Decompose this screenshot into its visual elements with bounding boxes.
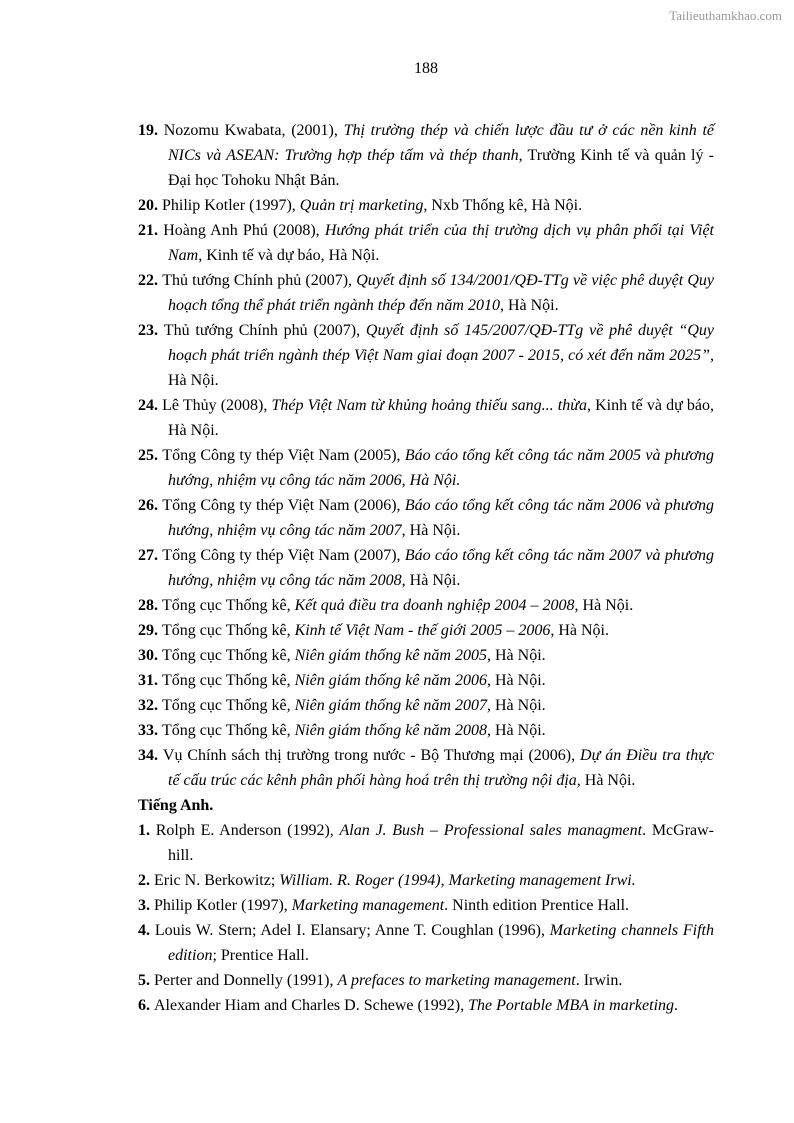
reference-text: Hà Nội. [168,372,219,389]
reference-item [138,993,714,1018]
reference-title: Niên giám thống kê năm 2005 [294,647,487,664]
reference-text: ; Prentice Hall. [212,947,309,964]
reference-text: , Hà Nội. [486,697,546,714]
reference-title: Dự án Điều tra thực tế cấu trúc các kênh phân phối hàng hoá trên thị trường nội địa, [168,747,715,789]
reference-text: . McGraw-hill. [168,822,715,864]
reference-item [138,318,714,393]
reference-title: Báo cáo tổng kết công tác năm 2007 và phương hướng, nhiệm vụ công tác năm 2008 [168,547,715,589]
reference-number: 20. [138,197,162,214]
reference-number: 23. [138,322,164,339]
reference-title: The Portable MBA in marketing [468,997,675,1014]
reference-text: Tổng cục Thống kê, [162,722,295,739]
reference-item [138,218,714,268]
reference-text: , Hà Nội. [486,647,546,664]
reference-item [138,393,714,443]
references-vietnamese-list [138,118,714,793]
reference-title: A prefaces to marketing management [337,972,576,989]
reference-text: Thủ tướng Chính phủ (2007), [163,322,366,339]
reference-item [138,693,714,718]
reference-text: Tổng Công ty thép Việt Nam (2005), [162,447,405,464]
reference-item [138,118,714,193]
reference-number: 30. [138,647,162,664]
reference-text: , Hà Nội. [486,722,546,739]
reference-title: Báo cáo tổng kết công tác năm 2006 và phương hướng, nhiệm vụ công tác năm 2007 [168,497,715,539]
reference-number: 34. [138,747,163,764]
reference-number: 25. [138,447,163,464]
reference-text: Tổng cục Thống kê, [162,647,295,664]
references-english-list [138,818,714,1018]
reference-text: Tổng Công ty thép Việt Nam (2007), [162,547,405,564]
reference-number: 19. [138,122,164,139]
reference-number: 33. [138,722,162,739]
reference-text: , Hà Nội. [486,672,546,689]
document-page [138,60,714,1018]
reference-text: Louis W. Stern; Adel I. Elansary; Anne T. Coughlan (1996), [154,922,550,939]
reference-number: 28. [138,597,162,614]
reference-text: Rolph E. Anderson (1992), [155,822,340,839]
reference-text: , Nxb Thống kê, Hà Nội. [423,197,583,214]
reference-text: Nozomu Kwabata, (2001), [163,122,344,139]
reference-text: Hoàng Anh Phú (2008), [163,222,325,239]
reference-number: 4. [138,922,155,939]
reference-number: 22. [138,272,163,289]
reference-text: Vụ Chính sách thị trường trong nước - Bộ Thương mại (2006), [162,747,581,764]
reference-text: . Irwin. [575,972,623,989]
reference-title: Niên giám thống kê năm 2008 [294,722,487,739]
reference-text: , Hà Nội. [550,622,609,639]
reference-title: Kết quả điều tra doanh nghiệp 2004 – 2008 [294,597,575,614]
reference-title: Kinh tế Việt Nam - thế giới 2005 – 2006 [294,622,551,639]
reference-text: Hà Nội. [580,772,636,789]
reference-text: , Hà Nội. [401,522,461,539]
reference-number: 1. [138,822,156,839]
reference-number: 3. [138,897,154,914]
reference-title: Quản trị marketing [299,197,424,214]
reference-item [138,618,714,643]
reference-number: 21. [138,222,164,239]
reference-text: Lê Thủy (2008), [162,397,272,414]
reference-text: Philip Kotler (1997), [162,197,300,214]
reference-text: Tổng cục Thống kê, [162,672,295,689]
reference-title: William. R. Roger (1994), Marketing management Irwi. [279,872,636,889]
reference-number: 31. [138,672,162,689]
reference-title: Marketing channels Fifth edition [168,922,715,964]
reference-title: Thị trường thép và chiến lược đầu tư ở các nền kinh tế NICs và ASEAN: Trường hợp thép tấm và thép thanh, [168,122,714,164]
reference-number: 26. [138,497,163,514]
reference-text: , Hà Nội. [574,597,634,614]
page-number: 188 [414,60,438,77]
reference-text: . Ninth edition Prentice Hall. [444,897,630,914]
reference-title: Thép Việt Nam từ khủng hoảng thiếu sang... thừa [271,397,587,414]
reference-title: Báo cáo tổng kết công tác năm 2005 và phương hướng, nhiệm vụ công tác năm 2006, Hà Nội. [168,447,715,489]
reference-text: Tổng cục Thống kê, [162,597,295,614]
section-heading-english: Tiếng Anh. [138,797,214,814]
reference-title: Niên giám thống kê năm 2006 [294,672,487,689]
reference-number: 5. [138,972,154,989]
reference-text: , Hà Nội. [401,572,461,589]
reference-title: Quyết định số 134/2001/QĐ-TTg về việc phê duyệt Quy hoạch tổng thể phát triển ngành thép đến năm 2010 [168,272,715,314]
reference-title: Alan J. Bush – Professional sales managment [339,822,643,839]
reference-item [138,268,714,318]
reference-item [138,643,714,668]
reference-item [138,743,714,793]
reference-number: 27. [138,547,163,564]
reference-title: Hướng phát triển của thị trường dịch vụ phân phối tại Việt Nam, [168,222,714,264]
reference-item [138,543,714,593]
reference-text: Philip Kotler (1997), [154,897,292,914]
reference-item [138,593,714,618]
reference-item [138,493,714,543]
reference-title: Quyết định số 145/2007/QĐ-TTg về phê duyệt “Quy hoạch phát triển ngành thép Việt Nam giai đoạn 2007 - 2015, có xét đến năm 2025”, [168,322,714,364]
reference-text: , Kinh tế và dự báo, Hà Nội. [168,397,715,439]
reference-text: . [674,997,679,1014]
reference-item [138,668,714,693]
reference-item [138,968,714,993]
reference-number: 24. [138,397,163,414]
reference-text: Tổng cục Thống kê [162,697,287,714]
reference-text: Perter and Donnelly (1991), [154,972,338,989]
reference-item [138,718,714,743]
reference-item [138,893,714,918]
reference-item [138,443,714,493]
reference-number: 29. [138,622,162,639]
reference-item [138,818,714,868]
reference-text: Eric N. Berkowitz; [154,872,280,889]
reference-number: 6. [138,997,154,1014]
reference-title: , Niên giám thống kê năm 2007 [286,697,487,714]
reference-number: 32. [138,697,162,714]
reference-item [138,193,714,218]
reference-text: , Hà Nội. [499,297,559,314]
reference-number: 2. [138,872,154,889]
reference-item [138,918,714,968]
reference-text: Tổng cục Thống kê, [162,622,295,639]
reference-text: Trường Kinh tế và quản lý - Đại học Tohoku Nhật Bản. [168,147,715,189]
reference-title: Marketing management [291,897,445,914]
reference-item [138,868,714,893]
reference-text: Tổng Công ty thép Việt Nam (2006), [162,497,405,514]
reference-text: Thủ tướng Chính phủ (2007), [162,272,357,289]
reference-text: Alexander Hiam and Charles D. Schewe (1992), [154,997,469,1014]
watermark: Tailieuthamkhao.com [669,8,782,23]
reference-text: Kinh tế và dự báo, Hà Nội. [202,247,380,264]
